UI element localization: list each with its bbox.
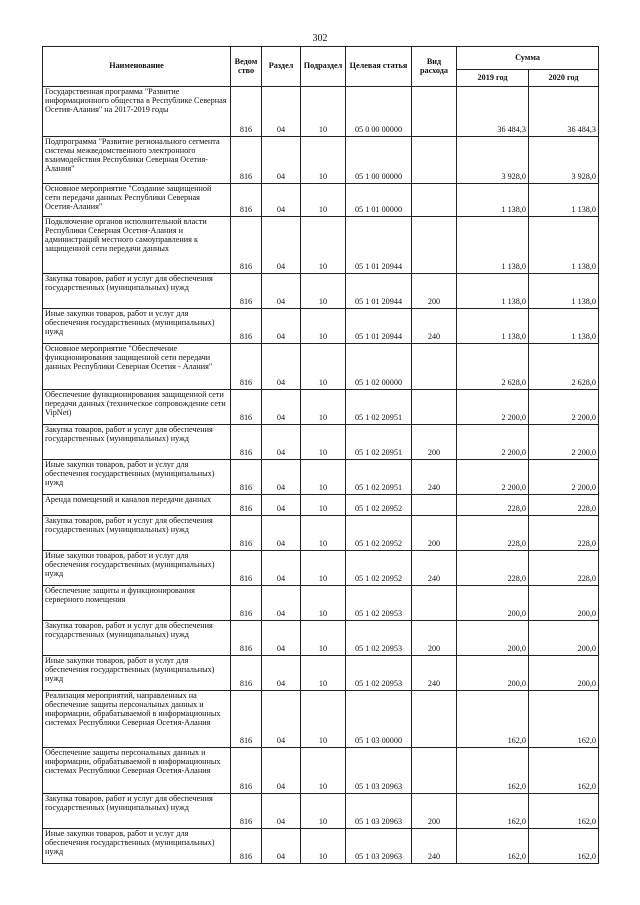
row-target: 05 1 02 00000 [346,344,412,390]
row-section: 04 [262,87,301,137]
row-sum-2019: 2 200,0 [457,425,529,460]
row-sum-2019: 1 138,0 [457,309,529,344]
table-row [43,551,599,586]
row-subsection: 10 [301,344,346,390]
row-section: 04 [262,344,301,390]
row-ministry: 816 [231,274,262,309]
row-expense-type [412,87,457,137]
row-sum-2020: 162,0 [529,829,599,864]
header-expense-type: Вид расхода [412,47,457,87]
row-sum-2020: 228,0 [529,495,599,516]
row-target: 05 1 02 20951 [346,390,412,425]
row-expense-type: 200 [412,794,457,829]
row-ministry: 816 [231,309,262,344]
row-subsection: 10 [301,217,346,274]
row-expense-type [412,586,457,621]
row-ministry: 816 [231,344,262,390]
row-sum-2019: 162,0 [457,829,529,864]
row-name: Закупка товаров, работ и услуг для обеспечения государственных (муниципальных) нужд [43,274,231,309]
row-expense-type: 240 [412,309,457,344]
row-name: Основное мероприятие "Обеспечение функционирования защищенной сети передачи данных Республики Северная Осетия - Алания" [43,344,231,390]
table-row [43,460,599,495]
row-target: 05 1 03 20963 [346,748,412,794]
row-target: 05 1 01 20944 [346,217,412,274]
row-target: 05 1 01 20944 [346,309,412,344]
row-section: 04 [262,691,301,748]
row-sum-2019: 162,0 [457,748,529,794]
row-target: 05 1 02 20952 [346,495,412,516]
row-ministry: 816 [231,425,262,460]
row-subsection: 10 [301,516,346,551]
header-year-2019: 2019 год [457,70,529,87]
row-expense-type: 240 [412,551,457,586]
table-row [43,217,599,274]
row-sum-2020: 2 628,0 [529,344,599,390]
row-name: Иные закупки товаров, работ и услуг для обеспечения государственных (муниципальных) нужд [43,309,231,344]
row-sum-2019: 1 138,0 [457,217,529,274]
row-sum-2020: 36 484,3 [529,87,599,137]
row-name: Иные закупки товаров, работ и услуг для обеспечения государственных (муниципальных) нужд [43,551,231,586]
row-expense-type: 240 [412,656,457,691]
row-subsection: 10 [301,691,346,748]
row-sum-2020: 2 200,0 [529,390,599,425]
row-ministry: 816 [231,621,262,656]
row-sum-2019: 228,0 [457,495,529,516]
table-row [43,137,599,184]
row-ministry: 816 [231,390,262,425]
row-section: 04 [262,274,301,309]
row-ministry: 816 [231,87,262,137]
row-name: Иные закупки товаров, работ и услуг для обеспечения государственных (муниципальных) нужд [43,460,231,495]
table-row [43,586,599,621]
row-subsection: 10 [301,551,346,586]
row-section: 04 [262,748,301,794]
row-name: Подпрограмма "Развитие регионального сегмента системы межведомственного электронного взаимодействия Республики Северная Осетия-Алания" [43,137,231,184]
row-sum-2020: 162,0 [529,748,599,794]
table-row [43,390,599,425]
row-ministry: 816 [231,586,262,621]
row-section: 04 [262,460,301,495]
row-name: Государственная программа "Развитие информационного общества в Республике Северная Осетия-Алания" на 2017-2019 годы [43,87,231,137]
row-subsection: 10 [301,390,346,425]
row-section: 04 [262,656,301,691]
row-sum-2020: 1 138,0 [529,309,599,344]
header-name: Наименование [43,47,231,87]
row-target: 05 1 03 00000 [346,691,412,748]
budget-table [42,46,599,864]
row-name: Обеспечение функционирования защищенной сети передачи данных (техническое сопровождение сети VipNet) [43,390,231,425]
row-expense-type [412,184,457,217]
row-subsection: 10 [301,621,346,656]
table-row [43,691,599,748]
row-name: Аренда помещений и каналов передачи данных [43,495,231,516]
row-target: 05 1 02 20952 [346,516,412,551]
row-sum-2020: 1 138,0 [529,274,599,309]
row-expense-type [412,691,457,748]
table-row [43,425,599,460]
table-row [43,274,599,309]
table-row [43,829,599,864]
row-sum-2020: 228,0 [529,551,599,586]
row-section: 04 [262,829,301,864]
page-number: 302 [312,33,328,44]
row-sum-2019: 3 928,0 [457,137,529,184]
row-expense-type [412,217,457,274]
row-subsection: 10 [301,794,346,829]
row-subsection: 10 [301,829,346,864]
row-ministry: 816 [231,460,262,495]
header-target: Целевая статья [346,47,412,87]
row-sum-2020: 200,0 [529,621,599,656]
row-subsection: 10 [301,274,346,309]
row-subsection: 10 [301,495,346,516]
row-sum-2020: 200,0 [529,656,599,691]
row-ministry: 816 [231,829,262,864]
row-sum-2020: 228,0 [529,516,599,551]
row-sum-2020: 2 200,0 [529,425,599,460]
row-subsection: 10 [301,425,346,460]
row-sum-2019: 2 200,0 [457,460,529,495]
header-sum: Сумма [457,47,599,70]
table-row [43,516,599,551]
row-target: 05 1 02 20953 [346,586,412,621]
row-sum-2019: 1 138,0 [457,274,529,309]
row-name: Закупка товаров, работ и услуг для обеспечения государственных (муниципальных) нужд [43,516,231,551]
row-subsection: 10 [301,137,346,184]
row-name: Закупка товаров, работ и услуг для обеспечения государственных (муниципальных) нужд [43,794,231,829]
row-name: Иные закупки товаров, работ и услуг для обеспечения государственных (муниципальных) нужд [43,829,231,864]
row-name: Закупка товаров, работ и услуг для обеспечения государственных (муниципальных) нужд [43,621,231,656]
row-section: 04 [262,309,301,344]
header-subsection: Подраздел [301,47,346,87]
row-target: 05 1 02 20953 [346,656,412,691]
row-expense-type [412,344,457,390]
row-sum-2019: 36 484,3 [457,87,529,137]
row-section: 04 [262,586,301,621]
row-sum-2020: 200,0 [529,586,599,621]
row-sum-2019: 2 200,0 [457,390,529,425]
row-target: 05 0 00 00000 [346,87,412,137]
row-name: Основное мероприятие "Создание защищенной сети передачи данных Республики Северная Осетия-Алания" [43,184,231,217]
row-section: 04 [262,495,301,516]
row-sum-2020: 162,0 [529,691,599,748]
row-ministry: 816 [231,551,262,586]
row-section: 04 [262,794,301,829]
row-sum-2019: 200,0 [457,621,529,656]
row-expense-type [412,748,457,794]
row-target: 05 1 02 20952 [346,551,412,586]
row-sum-2020: 1 138,0 [529,184,599,217]
header-year-2020: 2020 год [529,70,599,87]
table-row [43,748,599,794]
row-ministry: 816 [231,656,262,691]
row-name: Иные закупки товаров, работ и услуг для обеспечения государственных (муниципальных) нужд [43,656,231,691]
row-sum-2020: 2 200,0 [529,460,599,495]
row-sum-2019: 228,0 [457,516,529,551]
table-row [43,794,599,829]
row-name: Обеспечение защиты персональных данных и информации, обрабатываемой в информационных системах Республики Северная Осетия-Алания [43,748,231,794]
row-target: 05 1 02 20953 [346,621,412,656]
row-sum-2020: 162,0 [529,794,599,829]
header-ministry: Ведом ство [231,47,262,87]
table-row [43,309,599,344]
row-section: 04 [262,425,301,460]
row-expense-type: 200 [412,621,457,656]
row-target: 05 1 00 00000 [346,137,412,184]
row-subsection: 10 [301,309,346,344]
row-section: 04 [262,551,301,586]
row-section: 04 [262,390,301,425]
table-row [43,495,599,516]
row-sum-2019: 1 138,0 [457,184,529,217]
row-target: 05 1 03 20963 [346,829,412,864]
row-section: 04 [262,516,301,551]
row-ministry: 816 [231,794,262,829]
row-name: Реализация мероприятий, направленных на обеспечение защиты персональных данных и информации, обрабатываемой в информационных системах Республики Северная Осетия-Алания [43,691,231,748]
row-subsection: 10 [301,656,346,691]
row-expense-type: 200 [412,516,457,551]
row-name: Подключение органов исполнительной власти Республики Северная Осетия-Алания и администраций местного самоуправления к защищенной сети передачи данных [43,217,231,274]
row-subsection: 10 [301,87,346,137]
row-target: 05 1 02 20951 [346,460,412,495]
row-ministry: 816 [231,516,262,551]
table-row [43,621,599,656]
row-ministry: 816 [231,217,262,274]
table-row [43,87,599,137]
row-sum-2019: 200,0 [457,656,529,691]
row-section: 04 [262,184,301,217]
row-subsection: 10 [301,586,346,621]
row-expense-type: 200 [412,274,457,309]
row-expense-type [412,390,457,425]
row-expense-type: 240 [412,829,457,864]
row-expense-type: 240 [412,460,457,495]
row-subsection: 10 [301,460,346,495]
row-target: 05 1 02 20951 [346,425,412,460]
row-sum-2019: 162,0 [457,691,529,748]
row-expense-type [412,495,457,516]
row-section: 04 [262,621,301,656]
row-ministry: 816 [231,495,262,516]
table-row [43,344,599,390]
row-sum-2019: 162,0 [457,794,529,829]
row-name: Обеспечение защиты и функционирования серверного помещения [43,586,231,621]
row-subsection: 10 [301,184,346,217]
row-expense-type [412,137,457,184]
row-expense-type: 200 [412,425,457,460]
row-subsection: 10 [301,748,346,794]
row-target: 05 1 01 00000 [346,184,412,217]
row-target: 05 1 03 20963 [346,794,412,829]
row-sum-2019: 228,0 [457,551,529,586]
header-section: Раздел [262,47,301,87]
row-sum-2020: 3 928,0 [529,137,599,184]
row-section: 04 [262,137,301,184]
row-ministry: 816 [231,184,262,217]
row-target: 05 1 01 20944 [346,274,412,309]
row-name: Закупка товаров, работ и услуг для обеспечения государственных (муниципальных) нужд [43,425,231,460]
row-sum-2019: 200,0 [457,586,529,621]
row-section: 04 [262,217,301,274]
table-row [43,656,599,691]
table-row [43,184,599,217]
row-ministry: 816 [231,137,262,184]
row-sum-2020: 1 138,0 [529,217,599,274]
row-sum-2019: 2 628,0 [457,344,529,390]
row-ministry: 816 [231,748,262,794]
row-ministry: 816 [231,691,262,748]
